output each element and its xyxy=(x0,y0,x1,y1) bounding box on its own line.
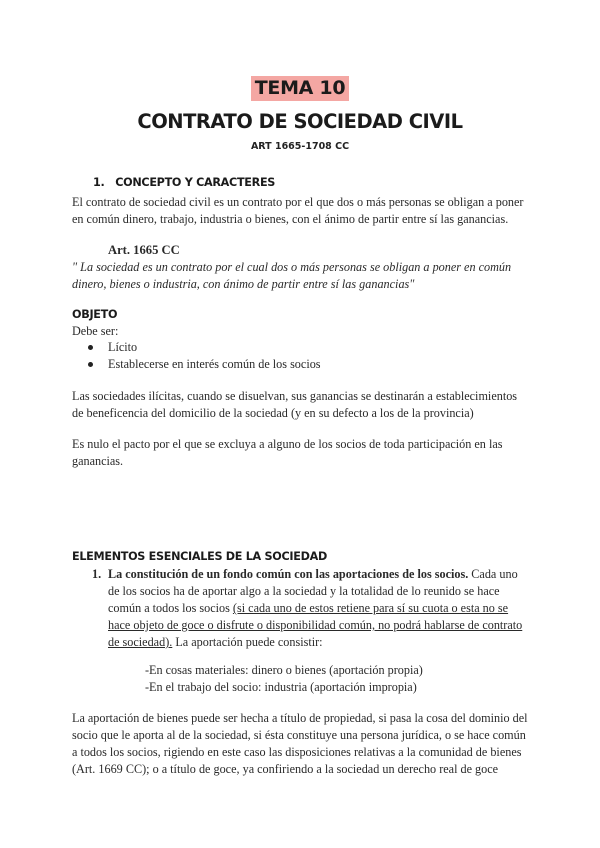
text-line: ganancias. xyxy=(72,454,124,468)
bullet-icon xyxy=(88,362,93,367)
concepto-paragraph xyxy=(72,194,542,228)
page-title: CONTRATO DE SOCIEDAD CIVIL xyxy=(137,110,463,133)
text-line: " La sociedad es un contrato por el cual dos o más personas se obligan a poner en común xyxy=(72,260,512,274)
objeto-heading: OBJETO xyxy=(72,308,118,321)
text-line: de beneficencia del domicilio de la sociedad (y en su defecto a los de la provincia) xyxy=(72,406,474,420)
underlined-text: de sociedad). xyxy=(108,635,173,649)
text-line: de los socios ha de aportar algo a la sociedad y la totalidad de lo reunido se hace xyxy=(108,584,500,598)
list-item xyxy=(72,339,321,356)
aportacion-paragraph xyxy=(72,710,550,778)
nulo-paragraph xyxy=(72,436,547,470)
text-line: a todos los socios, rigiendo en este caso las disposiciones relativas a la comunidad de bienes xyxy=(72,745,522,759)
list-item xyxy=(72,356,321,373)
section-title: CONCEPTO Y CARACTERES xyxy=(115,176,276,189)
text-line: El contrato de sociedad civil es un contrato por el que dos o más personas se obligan a poner xyxy=(72,195,524,209)
text-line: Las sociedades ilícitas, cuando se disuelvan, sus ganancias se destinarán a establecimientos xyxy=(72,389,518,403)
text-line: La aportación de bienes puede ser hecha a título de propiedad, si pasa la cosa del dominio del xyxy=(72,711,528,725)
underlined-text: hace objeto de goce o disfrute o disponibilidad común, no podrá hablarse de contrato xyxy=(108,618,523,632)
text-line: (Art. 1669 CC); o a título de goce, ya confiriendo a la sociedad un derecho real de goce xyxy=(72,762,499,776)
plain-text: común a todos los socios xyxy=(108,601,233,615)
aportacion-subitems xyxy=(145,662,423,696)
text-line xyxy=(92,600,532,617)
text-line xyxy=(92,634,532,651)
section-heading-concepto xyxy=(93,176,275,189)
section-number: 1. xyxy=(93,176,105,189)
underlined-text: (si cada uno de estos retiene para sí su cuota o esta no se xyxy=(232,601,509,615)
tema-number: TEMA 10 xyxy=(251,76,350,101)
plain-text: La aportación puede consistir: xyxy=(172,635,323,649)
objeto-intro: Debe ser: xyxy=(72,324,119,338)
elementos-heading: ELEMENTOS ESENCIALES DE LA SOCIEDAD xyxy=(72,550,327,563)
text-line: dinero, bienes o industria, con ánimo de partir entre sí las ganancias" xyxy=(72,277,415,291)
list-item-label: Establecerse en interés común de los socios xyxy=(108,357,321,371)
objeto-list xyxy=(72,339,321,373)
text-line: socio que le aporta al de la sociedad, si ésta constituye una persona jurídica, o se hace común xyxy=(72,728,526,742)
sub-item: -En el trabajo del socio: industria (aportación impropia) xyxy=(145,680,417,694)
article-label: Art. 1665 CC xyxy=(108,243,180,257)
list-item-label: Lícito xyxy=(108,340,138,354)
item-number: 1. xyxy=(92,567,102,581)
title-block xyxy=(0,76,600,152)
text-line: en común dinero, trabajo, industria o bienes, con el ánimo de partir entre sí las ganancias. xyxy=(72,212,509,226)
ilicitas-paragraph xyxy=(72,388,547,422)
text-line xyxy=(92,566,532,583)
elemento-item-1 xyxy=(92,566,532,651)
bullet-icon xyxy=(88,345,93,350)
sub-item: -En cosas materiales: dinero o bienes (aportación propia) xyxy=(145,663,423,677)
article-range: ART 1665-1708 CC xyxy=(250,141,350,152)
item-lead-rest: Cada uno xyxy=(468,567,518,581)
article-quote xyxy=(72,259,542,293)
item-bold-lead: La constitución de un fondo común con las aportaciones de los socios. xyxy=(108,567,469,581)
text-line: Es nulo el pacto por el que se excluya a alguno de los socios de toda participación en las xyxy=(72,437,503,451)
